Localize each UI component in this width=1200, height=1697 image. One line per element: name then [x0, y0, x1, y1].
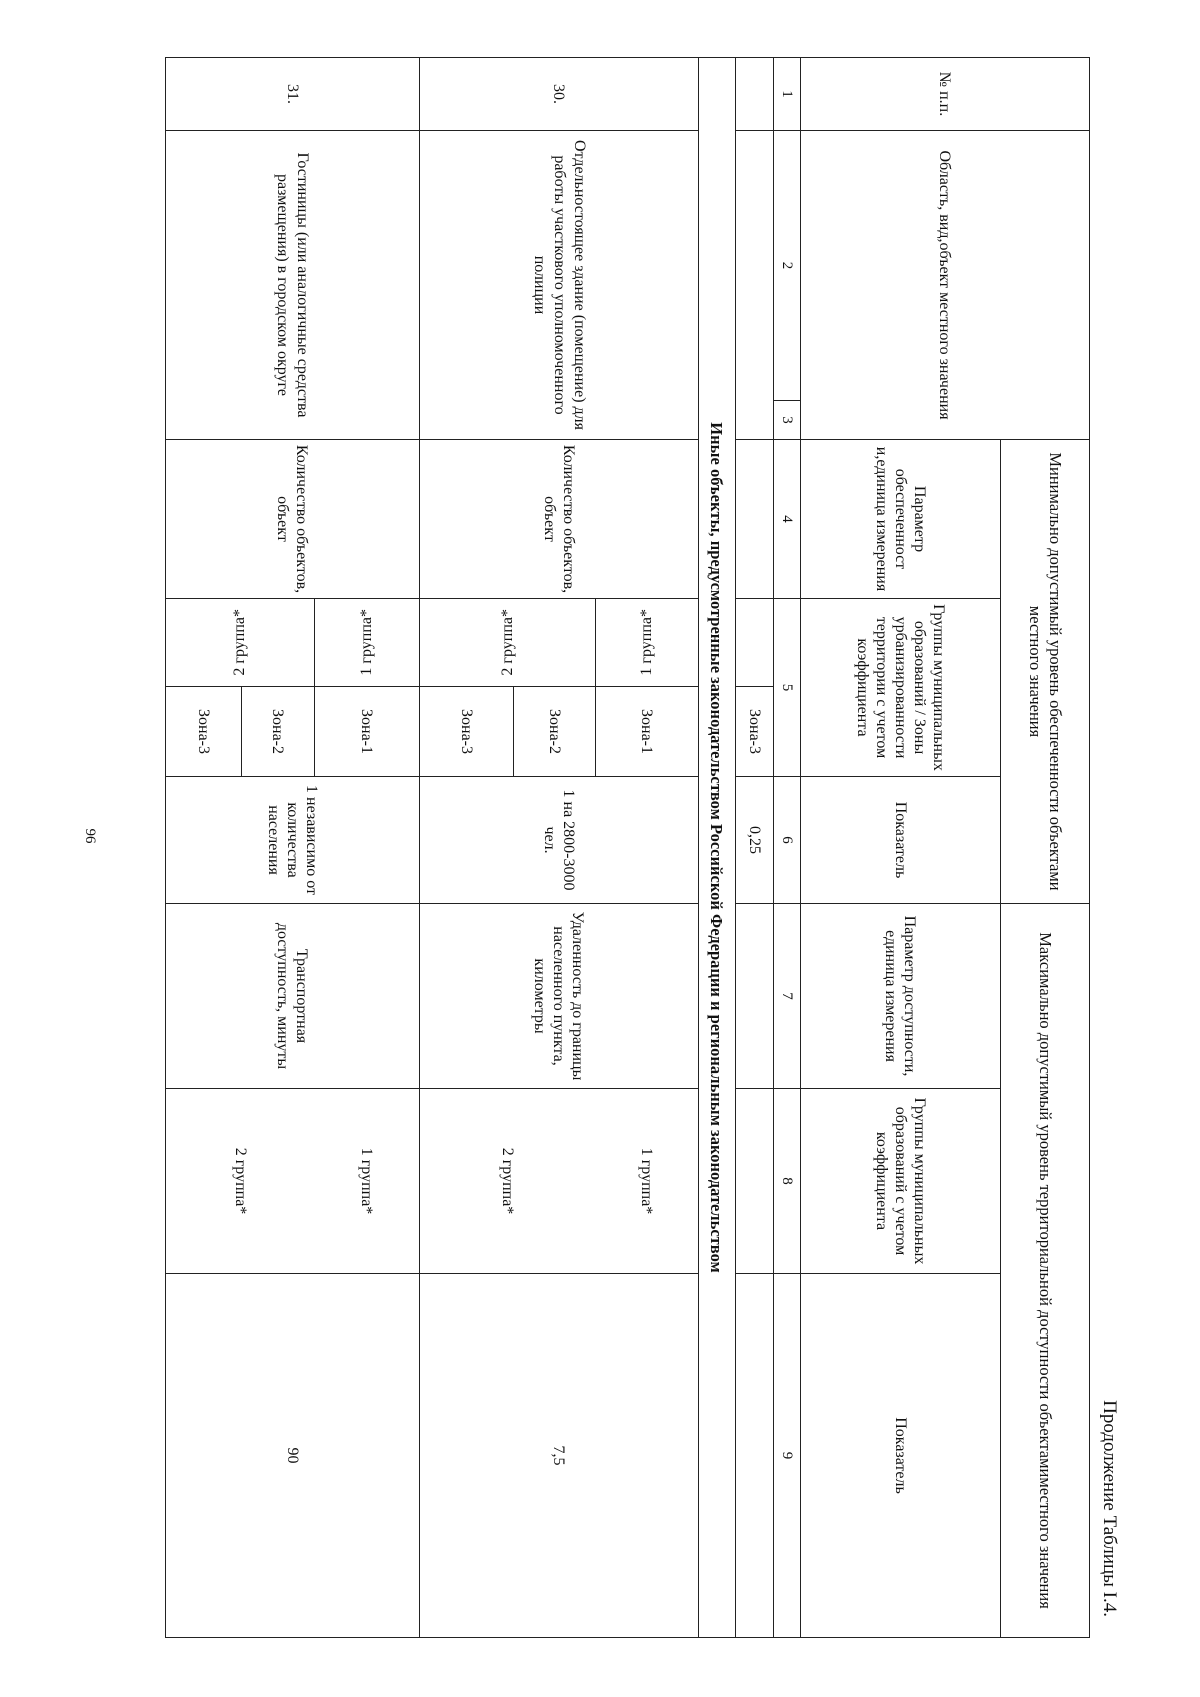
standards-table: [165, 57, 1090, 1638]
table-row: [596, 58, 699, 1638]
section-title: Иные объекты, предусмотренные законодательством Российской Федерации и региональным законодательством: [698, 58, 735, 1638]
header-min-level: Минимально допустимый уровень обеспеченности объектами местного значения: [1000, 440, 1089, 904]
indicator-cell: 0,25: [735, 777, 774, 904]
header-number: № п.п.: [800, 58, 1089, 131]
group-label: 1 группа*: [314, 599, 419, 687]
pre-section-row: [735, 58, 774, 1638]
header-row-1: [1000, 58, 1089, 1638]
column-number: 6: [774, 777, 800, 904]
zone-cell: Зона-3: [419, 687, 513, 777]
header-groups-zones: Группы муниципальных образований / Зоны урбанизированности территории с учетом коэффициента: [800, 599, 1000, 777]
row-number: 31.: [166, 58, 420, 131]
column-number: 4: [774, 440, 800, 599]
zone-cell: Зона-2: [241, 687, 314, 777]
header-area: Область, вид,объект местного значения: [800, 131, 1089, 440]
access-group-2: 2 группа*: [166, 1089, 315, 1274]
column-number: 1: [774, 58, 800, 131]
access-group-1: 1 группа*: [596, 1089, 699, 1274]
column-number: 8: [774, 1089, 800, 1274]
column-numbers-row: [774, 58, 800, 1638]
group-label: 2 группа*: [166, 599, 315, 687]
header-max-level: Максимально допустимый уровень территориальной доступности объектамиместного значения: [1000, 904, 1089, 1638]
access-group-1: 1 группа*: [314, 1089, 419, 1274]
column-number: 7: [774, 904, 800, 1089]
rotated-page: [150, 45, 1130, 1625]
provision-param: Количество объектов, объект: [166, 440, 420, 599]
column-number: 3: [774, 401, 800, 440]
header-param-provision: Параметр обеспеченност и,единица измерения: [800, 440, 1000, 599]
zone-cell: Зона-3: [735, 687, 774, 777]
object-name: Отдельностоящее здание (помещение) для работы участкового уполномоченного полиции: [419, 131, 698, 440]
header-groups-coef: Группы муниципальных образований с учетом коэффициента: [800, 1089, 1000, 1274]
page-number: 96: [82, 828, 98, 844]
provision-param: Количество объектов, объект: [419, 440, 698, 599]
column-number: 5: [774, 599, 800, 777]
access-value: 90: [166, 1274, 420, 1638]
zone-cell: Зона-1: [596, 687, 699, 777]
group-label: 1 группа*: [596, 599, 699, 687]
header-param-access: Параметр доступности, единица измерения: [800, 904, 1000, 1089]
page-frame: [150, 45, 1130, 1625]
object-name: Гостиницы (или аналогичные средства размещения) в городском округе: [166, 131, 420, 440]
section-row: [698, 58, 735, 1638]
access-param: Удаленность до границы населенного пункта, километры: [419, 904, 698, 1089]
column-number: 9: [774, 1274, 800, 1638]
header-indicator-max: Показатель: [800, 1274, 1000, 1638]
header-indicator-min: Показатель: [800, 777, 1000, 904]
table-row: [314, 58, 419, 1638]
zone-cell: Зона-2: [513, 687, 595, 777]
row-number: 30.: [419, 58, 698, 131]
access-param: Транспортная доступность, минуты: [166, 904, 420, 1089]
access-value: 7,5: [419, 1274, 698, 1638]
table-caption: Продолжение Таблицы I.4.: [1099, 1400, 1120, 1617]
column-number: 2: [774, 131, 800, 401]
access-group-2: 2 группа*: [419, 1089, 595, 1274]
indicator-cell: 1 на 2800-3000 чел.: [419, 777, 698, 904]
zone-cell: Зона-1: [314, 687, 419, 777]
zone-cell: Зона-3: [166, 687, 242, 777]
group-label: 2 группа*: [419, 599, 595, 687]
indicator-cell: 1 независимо от количества населения: [166, 777, 420, 904]
